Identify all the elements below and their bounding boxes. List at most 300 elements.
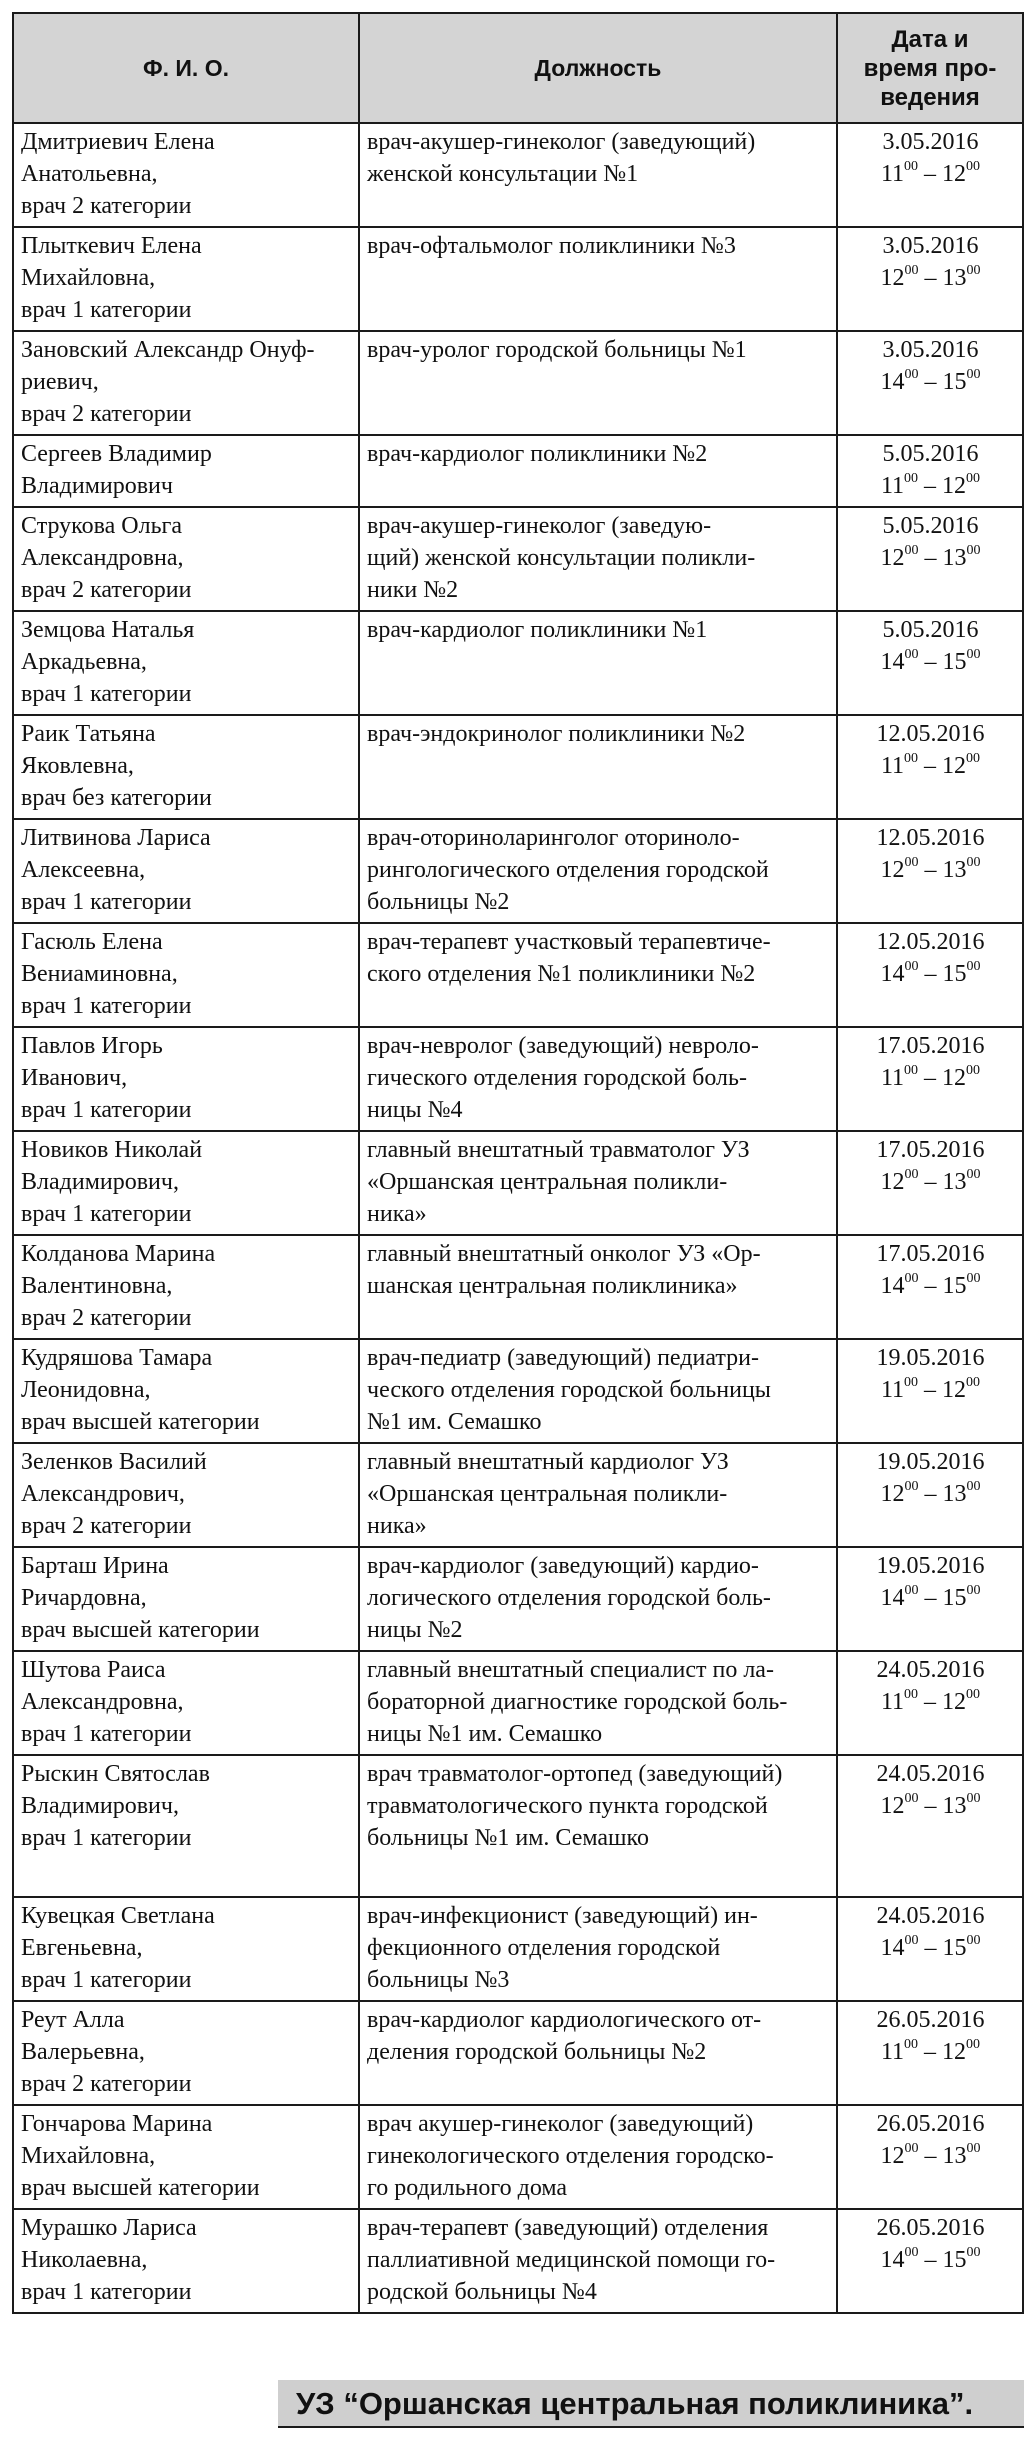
cell-position (359, 1235, 837, 1339)
time-end-minutes: 00 (966, 1583, 981, 1598)
cell-date (837, 1027, 1023, 1131)
name-line: врач высшей категории (21, 1409, 260, 1435)
cell-date (837, 819, 1023, 923)
position-line: врач травматолог-ортопед (заведующий) (367, 1761, 783, 1787)
table-row (13, 1027, 1023, 1131)
cell-position (359, 2105, 837, 2209)
name-line: Владимирович, (21, 1169, 179, 1195)
cell-name (13, 1443, 359, 1547)
time-range (845, 1062, 1016, 1094)
time-end-minutes: 00 (966, 1167, 981, 1182)
position-line: «Оршанская центральная поликли- (367, 1481, 728, 1507)
name-line: Владимирович (21, 473, 173, 499)
name-line: Александрович, (21, 1481, 185, 1507)
name-line: Плыткевич Елена (21, 233, 202, 259)
name-line: врач 2 категории (21, 577, 192, 603)
cell-position (359, 1443, 837, 1547)
date-value: 24.05.2016 (876, 1657, 985, 1683)
date-value: 26.05.2016 (876, 2215, 985, 2241)
cell-position (359, 2001, 837, 2105)
name-line: Кувецкая Светлана (21, 1903, 215, 1929)
name-line: Вениаминовна, (21, 961, 178, 987)
name-line: Иванович, (21, 1065, 128, 1091)
position-line: ники №2 (367, 577, 459, 603)
name-line: Валентиновна, (21, 1273, 173, 1299)
time-start-hour: 14 (880, 369, 905, 395)
date-value: 12.05.2016 (876, 929, 985, 955)
cell-date (837, 1235, 1023, 1339)
table-row (13, 923, 1023, 1027)
position-line: ницы №4 (367, 1097, 463, 1123)
name-line: Ричардовна, (21, 1585, 147, 1611)
time-start-minutes: 00 (904, 959, 919, 974)
time-start-hour: 11 (880, 2039, 905, 2065)
name-line: Новиков Николай (21, 1137, 203, 1163)
time-start-hour: 11 (880, 1377, 905, 1403)
date-value: 3.05.2016 (882, 233, 979, 259)
table-row (13, 1235, 1023, 1339)
date-value: 5.05.2016 (882, 513, 979, 539)
time-range (845, 2140, 1016, 2172)
cell-position (359, 715, 837, 819)
name-line: Аркадьевна, (21, 649, 147, 675)
time-start-hour: 14 (880, 2247, 905, 2273)
name-line: врач высшей категории (21, 2175, 260, 2201)
cell-name (13, 507, 359, 611)
time-range (845, 1478, 1016, 1510)
time-start-minutes: 00 (904, 2245, 919, 2260)
position-line: врач-оториноларинголог оториноло- (367, 825, 740, 851)
name-line: Сергеев Владимир (21, 441, 212, 467)
position-line: врач-эндокринолог поликлиники №2 (367, 721, 746, 747)
time-end-minutes: 00 (966, 471, 981, 486)
cell-position (359, 1897, 837, 2001)
time-start-hour: 14 (880, 649, 905, 675)
cell-name (13, 1131, 359, 1235)
position-line: главный внештатный кардиолог УЗ (367, 1449, 729, 1475)
time-range (845, 854, 1016, 886)
time-range (845, 1270, 1016, 1302)
date-value: 12.05.2016 (876, 721, 985, 747)
time-dash: – (918, 1065, 943, 1091)
cell-name (13, 923, 359, 1027)
time-end-minutes: 00 (966, 2245, 981, 2260)
time-range (845, 1686, 1016, 1718)
position-line: родской больницы №4 (367, 2279, 597, 2305)
name-line: Анатольевна, (21, 161, 158, 187)
cell-position (359, 123, 837, 227)
time-dash: – (918, 961, 943, 987)
time-start-minutes: 00 (904, 471, 919, 486)
name-line: врач 2 категории (21, 1305, 192, 1331)
time-dash: – (918, 2143, 943, 2169)
table-row (13, 2105, 1023, 2209)
name-line: Шутова Раиса (21, 1657, 166, 1683)
table-row (13, 2001, 1023, 2105)
table-row (13, 1897, 1023, 2001)
position-line: врач-терапевт участковый терапевтиче- (367, 929, 771, 955)
date-value: 3.05.2016 (882, 337, 979, 363)
cell-date (837, 435, 1023, 507)
time-end-hour: 12 (942, 473, 967, 499)
cell-date (837, 2105, 1023, 2209)
date-value: 5.05.2016 (882, 617, 979, 643)
cell-name (13, 227, 359, 331)
cell-position (359, 819, 837, 923)
time-start-minutes: 00 (904, 159, 919, 174)
table-row (13, 715, 1023, 819)
time-range (845, 958, 1016, 990)
date-value: 3.05.2016 (882, 129, 979, 155)
time-end-hour: 12 (942, 2039, 967, 2065)
time-start-hour: 12 (880, 1169, 905, 1195)
name-line: Гончарова Марина (21, 2111, 213, 2137)
table-row (13, 507, 1023, 611)
time-start-hour: 12 (880, 1793, 905, 1819)
time-dash: – (918, 1585, 943, 1611)
name-line: Струкова Ольга (21, 513, 183, 539)
cell-name (13, 819, 359, 923)
cell-position (359, 923, 837, 1027)
time-dash: – (918, 1689, 943, 1715)
time-end-minutes: 00 (966, 1063, 981, 1078)
time-end-minutes: 00 (966, 647, 981, 662)
cell-name (13, 435, 359, 507)
position-line: ческого отделения городской больницы (367, 1377, 771, 1403)
cell-name (13, 1897, 359, 2001)
time-start-hour: 11 (880, 1065, 905, 1091)
time-end-hour: 13 (942, 545, 967, 571)
date-value: 17.05.2016 (876, 1241, 985, 1267)
time-dash: – (918, 2039, 943, 2065)
name-line: врач 1 категории (21, 1721, 192, 1747)
cell-position (359, 1755, 837, 1897)
position-line: врач-кардиолог (заведующий) кардио- (367, 1553, 759, 1579)
date-value: 12.05.2016 (876, 825, 985, 851)
time-end-minutes: 00 (966, 1375, 981, 1390)
cell-name (13, 1027, 359, 1131)
position-line: травматологического пункта городской (367, 1793, 768, 1819)
cell-position (359, 435, 837, 507)
header-date-line: Дата и (891, 25, 969, 53)
time-range (845, 1582, 1016, 1614)
time-end-hour: 15 (942, 649, 967, 675)
time-start-minutes: 00 (904, 2037, 919, 2052)
header-date-line: ведения (880, 83, 980, 111)
cell-name (13, 331, 359, 435)
name-line: Михайловна, (21, 2143, 156, 2169)
cell-name (13, 2105, 359, 2209)
time-start-hour: 14 (880, 961, 905, 987)
time-range (845, 1932, 1016, 1964)
time-start-hour: 11 (880, 161, 905, 187)
name-line: врач 1 категории (21, 993, 192, 1019)
time-start-minutes: 00 (904, 1687, 919, 1702)
schedule-body (13, 123, 1023, 2313)
time-end-minutes: 00 (966, 751, 981, 766)
time-start-minutes: 00 (904, 1271, 919, 1286)
time-range (845, 646, 1016, 678)
name-line: врач 1 категории (21, 681, 192, 707)
time-dash: – (918, 1273, 943, 1299)
time-dash: – (918, 473, 943, 499)
time-dash: – (918, 2247, 943, 2273)
time-start-minutes: 00 (904, 1167, 919, 1182)
time-end-hour: 15 (942, 369, 967, 395)
cell-name (13, 1651, 359, 1755)
name-line: врач 2 категории (21, 401, 192, 427)
time-range (845, 542, 1016, 574)
position-line: ницы №2 (367, 1617, 463, 1643)
table-row (13, 1755, 1023, 1897)
position-line: рингологического отделения городской (367, 857, 769, 883)
time-dash: – (918, 857, 943, 883)
time-range (845, 2244, 1016, 2276)
position-line: ника» (367, 1513, 427, 1539)
cell-date (837, 1897, 1023, 2001)
time-start-minutes: 00 (904, 543, 919, 558)
cell-date (837, 923, 1023, 1027)
cell-date (837, 1547, 1023, 1651)
time-start-hour: 11 (880, 1689, 905, 1715)
cell-date (837, 1339, 1023, 1443)
cell-date (837, 715, 1023, 819)
position-line: бораторной диагностике городской боль- (367, 1689, 788, 1715)
name-line: Евгеньевна, (21, 1935, 143, 1961)
table-row (13, 227, 1023, 331)
time-end-minutes: 00 (966, 855, 981, 870)
cell-date (837, 123, 1023, 227)
time-end-minutes: 00 (966, 1479, 981, 1494)
time-start-hour: 14 (880, 1585, 905, 1611)
time-end-hour: 13 (942, 1169, 967, 1195)
time-end-hour: 15 (942, 961, 967, 987)
cell-position (359, 1027, 837, 1131)
name-line: врач 1 категории (21, 1825, 192, 1851)
date-value: 24.05.2016 (876, 1903, 985, 1929)
position-line: шанская центральная поликлиника» (367, 1273, 738, 1299)
name-line: Рыскин Святослав (21, 1761, 210, 1787)
position-line: «Оршанская центральная поликли- (367, 1169, 728, 1195)
time-end-hour: 13 (942, 1481, 967, 1507)
name-line: Барташ Ирина (21, 1553, 169, 1579)
cell-position (359, 331, 837, 435)
position-line: гического отделения городской боль- (367, 1065, 747, 1091)
time-start-minutes: 00 (904, 1933, 919, 1948)
time-end-hour: 15 (942, 1585, 967, 1611)
name-line: Александровна, (21, 545, 184, 571)
name-line: Зеленков Василий (21, 1449, 207, 1475)
time-end-minutes: 00 (966, 1933, 981, 1948)
position-line: больницы №3 (367, 1967, 510, 1993)
name-line: врач 1 категории (21, 2279, 192, 2305)
name-line: Земцова Наталья (21, 617, 195, 643)
position-line: главный внештатный онколог УЗ «Ор- (367, 1241, 761, 1267)
time-end-hour: 15 (942, 2247, 967, 2273)
cell-position (359, 1651, 837, 1755)
time-dash: – (918, 753, 943, 779)
time-end-hour: 12 (942, 1377, 967, 1403)
date-value: 26.05.2016 (876, 2111, 985, 2137)
time-start-minutes: 00 (904, 1791, 919, 1806)
cell-position (359, 611, 837, 715)
time-start-hour: 14 (880, 1935, 905, 1961)
name-line: врач 1 категории (21, 1097, 192, 1123)
cell-date (837, 1443, 1023, 1547)
cell-date (837, 1651, 1023, 1755)
position-line: главный внештатный травматолог УЗ (367, 1137, 750, 1163)
table-row (13, 2209, 1023, 2313)
cell-date (837, 507, 1023, 611)
cell-date (837, 1755, 1023, 1897)
name-line: врач 1 категории (21, 297, 192, 323)
cell-name (13, 1547, 359, 1651)
cell-date (837, 331, 1023, 435)
position-line: врач-невролог (заведующий) невроло- (367, 1033, 759, 1059)
position-line: главный внештатный специалист по ла- (367, 1657, 774, 1683)
time-start-hour: 12 (880, 1481, 905, 1507)
name-line: риевич, (21, 369, 99, 395)
time-end-minutes: 00 (966, 1791, 981, 1806)
time-dash: – (918, 1169, 943, 1195)
cell-date (837, 227, 1023, 331)
name-line: Мурашко Лариса (21, 2215, 197, 2241)
time-range (845, 1374, 1016, 1406)
position-line: врач-кардиолог поликлиники №2 (367, 441, 708, 467)
time-dash: – (918, 265, 943, 291)
position-line: гинекологического отделения городско- (367, 2143, 774, 2169)
name-line: Реут Алла (21, 2007, 125, 2033)
position-line: врач-педиатр (заведующий) педиатри- (367, 1345, 759, 1371)
table-row (13, 611, 1023, 715)
time-start-minutes: 00 (904, 751, 919, 766)
position-line: ника» (367, 1201, 427, 1227)
cell-date (837, 2001, 1023, 2105)
cell-name (13, 611, 359, 715)
schedule-table (12, 12, 1024, 2314)
time-range (845, 750, 1016, 782)
cell-position (359, 1131, 837, 1235)
footer-signature: УЗ “Оршанская центральная поликлиника”. (278, 2380, 1024, 2428)
time-range (845, 262, 1016, 294)
time-end-minutes: 00 (966, 2037, 981, 2052)
cell-position (359, 1339, 837, 1443)
name-line: врач 1 категории (21, 889, 192, 915)
time-end-hour: 13 (942, 1793, 967, 1819)
date-value: 19.05.2016 (876, 1553, 985, 1579)
date-value: 17.05.2016 (876, 1033, 985, 1059)
name-line: Михайловна, (21, 265, 156, 291)
position-line: ского отделения №1 поликлиники №2 (367, 961, 756, 987)
time-range (845, 158, 1016, 190)
time-start-hour: 12 (880, 265, 905, 291)
name-line: Александровна, (21, 1689, 184, 1715)
table-header-row (13, 13, 1023, 123)
time-dash: – (918, 1935, 943, 1961)
position-line: врач-кардиолог поликлиники №1 (367, 617, 708, 643)
date-value: 17.05.2016 (876, 1137, 985, 1163)
date-value: 19.05.2016 (876, 1345, 985, 1371)
position-line: больницы №2 (367, 889, 510, 915)
position-line: врач-терапевт (заведующий) отделения (367, 2215, 769, 2241)
time-start-minutes: 00 (904, 855, 919, 870)
table-row (13, 331, 1023, 435)
position-line: врач акушер-гинеколог (заведующий) (367, 2111, 754, 2137)
name-line: врач 2 категории (21, 1513, 192, 1539)
table-row (13, 1651, 1023, 1755)
time-range (845, 1790, 1016, 1822)
time-start-minutes: 00 (904, 1583, 919, 1598)
header-date-line: время про- (863, 54, 997, 82)
time-end-minutes: 00 (966, 367, 981, 382)
position-line: врач-инфекционист (заведующий) ин- (367, 1903, 758, 1929)
position-line: щий) женской консультации поликли- (367, 545, 756, 571)
time-end-hour: 12 (942, 1689, 967, 1715)
time-start-hour: 11 (880, 753, 905, 779)
time-dash: – (918, 369, 943, 395)
name-line: Валерьевна, (21, 2039, 145, 2065)
name-line: врач высшей категории (21, 1617, 260, 1643)
position-line: врач-офтальмолог поликлиники №3 (367, 233, 736, 259)
cell-position (359, 1547, 837, 1651)
time-end-minutes: 00 (966, 1271, 981, 1286)
time-end-hour: 15 (942, 1273, 967, 1299)
time-start-hour: 11 (880, 473, 905, 499)
cell-name (13, 1339, 359, 1443)
name-line: Яковлевна, (21, 753, 134, 779)
time-dash: – (918, 1377, 943, 1403)
name-line: врач 1 категории (21, 1967, 192, 1993)
time-end-hour: 13 (942, 265, 967, 291)
name-line: Леонидовна, (21, 1377, 151, 1403)
time-dash: – (918, 545, 943, 571)
date-value: 19.05.2016 (876, 1449, 985, 1475)
time-start-hour: 12 (880, 2143, 905, 2169)
name-line: Дмитриевич Елена (21, 129, 215, 155)
time-start-hour: 12 (880, 545, 905, 571)
position-line: больницы №1 им. Семашко (367, 1825, 649, 1851)
name-line: Павлов Игорь (21, 1033, 163, 1059)
position-line: врач-акушер-гинеколог (заведующий) (367, 129, 756, 155)
time-end-minutes: 00 (966, 159, 981, 174)
time-start-minutes: 00 (904, 367, 919, 382)
cell-date (837, 2209, 1023, 2313)
cell-name (13, 715, 359, 819)
cell-position (359, 2209, 837, 2313)
time-start-minutes: 00 (904, 1063, 919, 1078)
name-line: Раик Татьяна (21, 721, 156, 747)
cell-name (13, 2209, 359, 2313)
name-line: Николаевна, (21, 2247, 148, 2273)
header-date (837, 13, 1023, 123)
position-line: ницы №1 им. Семашко (367, 1721, 603, 1747)
time-dash: – (918, 1481, 943, 1507)
position-line: врач-акушер-гинеколог (заведую- (367, 513, 712, 539)
position-line: врач-кардиолог кардиологического от- (367, 2007, 762, 2033)
cell-name (13, 1755, 359, 1897)
time-start-minutes: 00 (904, 647, 919, 662)
cell-name (13, 1235, 359, 1339)
time-end-minutes: 00 (966, 2141, 981, 2156)
time-end-minutes: 00 (966, 1687, 981, 1702)
date-value: 24.05.2016 (876, 1761, 985, 1787)
time-end-minutes: 00 (966, 543, 981, 558)
date-value: 5.05.2016 (882, 441, 979, 467)
time-range (845, 1166, 1016, 1198)
time-start-minutes: 00 (904, 263, 919, 278)
position-line: №1 им. Семашко (367, 1409, 542, 1435)
cell-date (837, 1131, 1023, 1235)
